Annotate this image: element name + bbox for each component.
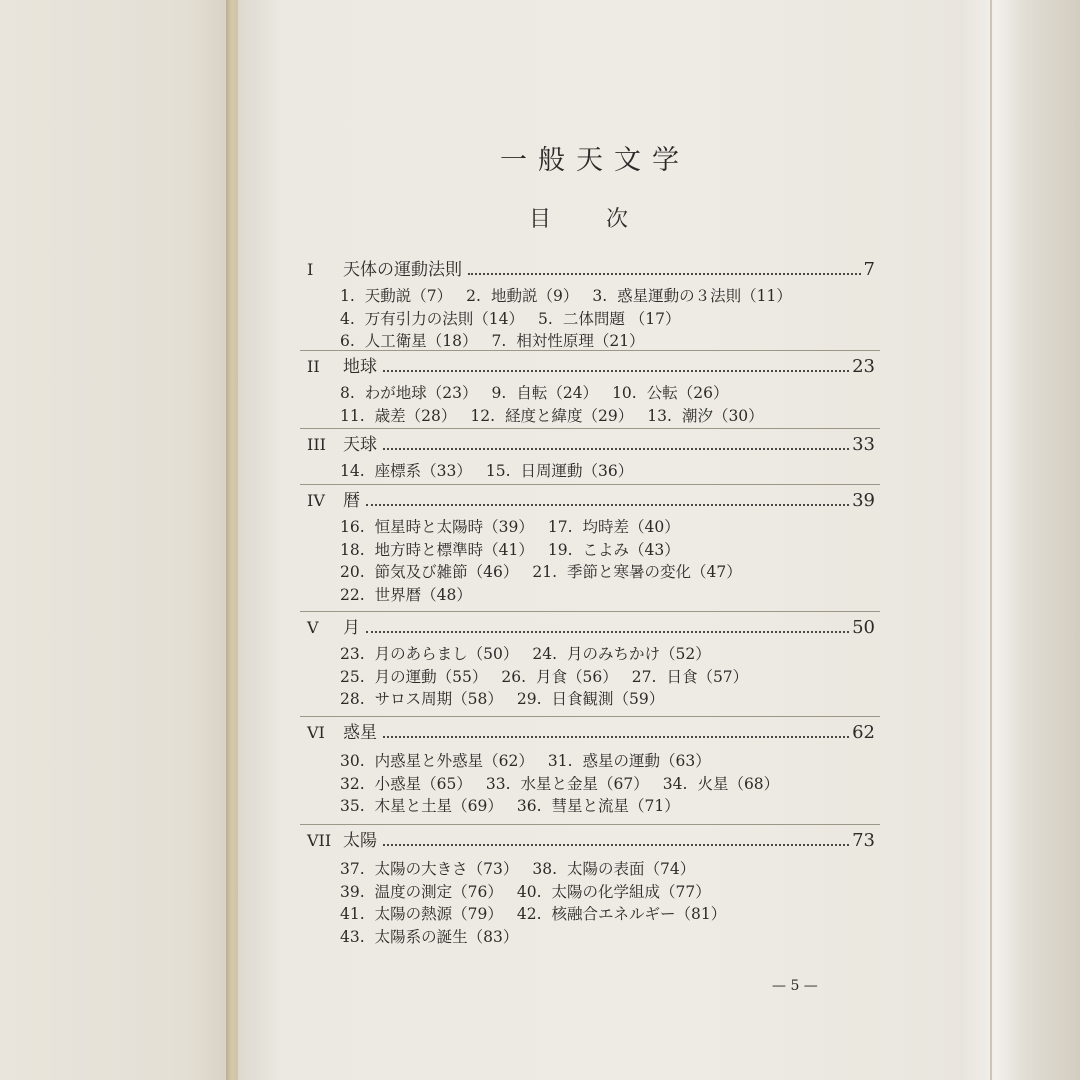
- section-entry: [548, 518, 680, 536]
- section-entry: [548, 752, 711, 770]
- section-entry: [532, 563, 741, 581]
- section-entry: [486, 462, 633, 480]
- chapter-divider: [300, 611, 880, 612]
- section-title: 日食（57）: [666, 667, 749, 686]
- chapter-page: 62: [852, 722, 875, 743]
- section-title: 水星と金星（67）: [520, 774, 649, 793]
- section-entry: [486, 775, 649, 793]
- section-title: 世界暦（48）: [374, 585, 472, 604]
- page-number: — 5 —: [772, 978, 818, 994]
- section-number: 42.: [516, 905, 542, 923]
- book-title: 一般天文学: [500, 145, 690, 176]
- section-title: 惑星の運動（63）: [582, 752, 711, 770]
- section-title: 地動説（9）: [490, 287, 579, 305]
- section-line: [340, 750, 725, 772]
- section-number: 40.: [516, 882, 542, 901]
- section-title: 地方時と標準時（41）: [374, 540, 534, 559]
- chapter-row: [307, 613, 875, 639]
- section-number: 24.: [532, 645, 558, 663]
- section-number: 18.: [340, 540, 365, 559]
- section-entry: [592, 287, 792, 305]
- section-title: 季節と寒暑の変化（47）: [567, 563, 742, 581]
- section-title: こよみ（43）: [582, 540, 680, 559]
- section-entry: [340, 287, 452, 305]
- section-number: 2.: [466, 287, 481, 305]
- section-title: 内惑星と外惑星（62）: [374, 752, 534, 770]
- section-title: 核融合エネルギー（81）: [551, 905, 727, 923]
- section-title: 月の運動（55）: [374, 667, 488, 686]
- section-title: 経度と緯度（29）: [505, 406, 634, 425]
- section-title: サロス周期（58）: [374, 690, 503, 708]
- section-entry: [340, 905, 503, 923]
- section-title: 月のあらまし（50）: [374, 645, 519, 663]
- chapter-row: [307, 486, 875, 512]
- section-number: 34.: [662, 774, 688, 793]
- section-entry: [632, 668, 748, 686]
- section-title: 天動説（7）: [364, 287, 453, 305]
- section-entry: [532, 860, 695, 878]
- chapter-row: [307, 718, 875, 744]
- section-number: 30.: [340, 752, 365, 770]
- section-title: 月のみちかけ（52）: [567, 645, 711, 663]
- section-number: 14.: [340, 462, 365, 480]
- chapter-page: 7: [863, 259, 875, 280]
- section-number: 31.: [547, 752, 573, 770]
- section-number: 6.: [340, 332, 355, 350]
- section-title: 座標系（33）: [374, 462, 472, 480]
- section-title: 太陽の表面（74）: [567, 860, 696, 878]
- leader-dots: [366, 504, 849, 506]
- section-number: 9.: [491, 384, 507, 402]
- section-number: 33.: [485, 774, 511, 793]
- section-number: 25.: [340, 667, 365, 686]
- section-entry: [340, 332, 478, 350]
- chapter-row: [307, 430, 875, 456]
- section-number: 20.: [340, 563, 365, 581]
- section-line: [340, 858, 709, 880]
- section-line: [340, 903, 740, 925]
- section-title: 潮汐（30）: [681, 406, 764, 425]
- section-number: 23.: [340, 645, 365, 663]
- section-title: 太陽系の誕生（83）: [374, 927, 519, 946]
- section-number: 29.: [516, 690, 542, 708]
- section-line: [340, 926, 532, 948]
- chapter-number: VII: [307, 831, 332, 850]
- section-title: 小惑星（65）: [374, 774, 472, 793]
- section-line: [340, 561, 756, 583]
- chapter-page: 23: [852, 356, 875, 377]
- chapter-page: 39: [852, 490, 875, 511]
- section-line: [340, 308, 694, 330]
- section-entry: [340, 518, 534, 536]
- section-number: 38.: [532, 860, 558, 878]
- chapter-page: 50: [852, 617, 875, 638]
- section-entry: [340, 690, 503, 708]
- section-title: 月食（56）: [536, 667, 618, 686]
- section-number: 5.: [538, 309, 553, 328]
- section-title: 節気及び雑節（46）: [374, 563, 519, 581]
- leader-dots: [383, 448, 849, 450]
- leader-dots: [468, 273, 861, 275]
- section-line: [340, 773, 793, 795]
- section-title: 太陽の大きさ（73）: [374, 860, 519, 878]
- chapter-title: 惑星: [343, 723, 377, 743]
- section-number: 16.: [340, 518, 365, 536]
- chapter-number: III: [307, 435, 326, 454]
- section-number: 35.: [340, 797, 365, 815]
- section-entry: [612, 384, 728, 402]
- section-line: [340, 795, 694, 817]
- section-entry: [340, 462, 472, 480]
- chapter-divider: [300, 484, 880, 485]
- section-number: 4.: [340, 309, 355, 328]
- section-number: 21.: [532, 563, 558, 581]
- section-entry: [517, 690, 664, 708]
- chapter-title: 月: [343, 618, 360, 638]
- section-title: 太陽の化学組成（77）: [551, 882, 711, 901]
- section-entry: [340, 384, 478, 402]
- section-line: [340, 460, 647, 482]
- chapter-number: IV: [307, 491, 325, 510]
- chapter-title: 暦: [343, 491, 360, 511]
- section-line: [340, 330, 659, 352]
- section-number: 32.: [340, 774, 365, 793]
- section-entry: [340, 310, 524, 328]
- section-title: 太陽の熱源（79）: [374, 905, 503, 923]
- chapter-number: V: [307, 618, 319, 637]
- section-number: 15.: [485, 462, 511, 480]
- chapter-number: I: [307, 260, 314, 279]
- chapter-divider: [300, 716, 880, 717]
- section-entry: [492, 332, 645, 350]
- section-number: 26.: [501, 667, 527, 686]
- section-entry: [517, 883, 711, 901]
- section-title: 日食観測（59）: [551, 690, 665, 708]
- section-number: 1.: [340, 287, 355, 305]
- section-entry: [548, 541, 680, 559]
- section-entry: [538, 310, 680, 328]
- chapter-page: 73: [852, 830, 875, 851]
- section-title: 相対性原理（21）: [516, 332, 645, 350]
- section-line: [340, 516, 694, 538]
- section-number: 17.: [547, 518, 573, 536]
- section-number: 28.: [340, 690, 365, 708]
- leader-dots: [383, 844, 849, 846]
- section-number: 43.: [340, 927, 365, 946]
- section-number: 13.: [647, 406, 672, 425]
- section-title: 二体問題 （17）: [562, 309, 681, 328]
- section-entry: [340, 775, 472, 793]
- section-number: 19.: [547, 540, 573, 559]
- section-entry: [340, 541, 534, 559]
- leader-dots: [383, 370, 849, 372]
- toc-heading: 目 次: [529, 207, 628, 232]
- section-entry: [340, 563, 518, 581]
- chapter-number: II: [307, 357, 320, 376]
- section-number: 41.: [340, 905, 365, 923]
- section-title: 万有引力の法則（14）: [364, 309, 525, 328]
- chapter-row: [307, 255, 875, 281]
- section-title: 自転（24）: [516, 384, 599, 402]
- section-title: 彗星と流星（71）: [551, 797, 680, 815]
- leader-dots: [366, 631, 849, 633]
- section-number: 36.: [516, 797, 542, 815]
- chapter-row: [307, 352, 875, 378]
- section-entry: [340, 586, 472, 604]
- section-number: 12.: [470, 406, 496, 425]
- chapter-divider: [300, 428, 880, 429]
- section-number: 37.: [340, 860, 365, 878]
- section-title: 公転（26）: [646, 384, 729, 402]
- section-entry: [647, 407, 763, 425]
- section-number: 39.: [340, 882, 365, 901]
- section-entry: [340, 860, 518, 878]
- section-number: 10.: [612, 384, 637, 402]
- section-entry: [340, 928, 518, 946]
- section-line: [340, 584, 486, 606]
- section-number: 7.: [491, 332, 507, 350]
- section-line: [340, 881, 725, 903]
- section-title: 惑星運動の３法則（11）: [617, 287, 792, 305]
- section-title: 歳差（28）: [374, 406, 457, 425]
- section-number: 8.: [340, 384, 355, 402]
- section-entry: [340, 407, 456, 425]
- section-entry: [517, 905, 726, 923]
- section-number: 27.: [631, 667, 657, 686]
- section-entry: [340, 668, 487, 686]
- section-title: 木星と土星（69）: [374, 797, 503, 815]
- chapter-page: 33: [852, 434, 875, 455]
- section-entry: [340, 797, 503, 815]
- section-line: [340, 405, 778, 427]
- section-line: [340, 539, 694, 561]
- section-entry: [663, 775, 779, 793]
- section-line: [340, 643, 725, 665]
- section-entry: [340, 645, 518, 663]
- section-number: 22.: [340, 585, 365, 604]
- chapter-divider: [300, 824, 880, 825]
- section-line: [340, 285, 806, 307]
- chapter-title: 天球: [343, 435, 377, 455]
- section-title: 火星（68）: [697, 774, 780, 793]
- section-title: 温度の測定（76）: [374, 882, 503, 901]
- section-number: 3.: [592, 287, 608, 305]
- section-entry: [501, 668, 617, 686]
- leader-dots: [383, 736, 849, 738]
- chapter-row: [307, 826, 875, 852]
- section-title: 均時差（40）: [582, 518, 680, 536]
- section-title: 人工衛星（18）: [364, 332, 478, 350]
- section-line: [340, 688, 678, 710]
- chapter-title: 天体の運動法則: [343, 260, 462, 280]
- section-line: [340, 666, 762, 688]
- section-entry: [340, 752, 534, 770]
- chapter-title: 太陽: [343, 831, 377, 851]
- chapter-title: 地球: [343, 357, 377, 377]
- chapter-number: VI: [307, 723, 325, 742]
- section-entry: [532, 645, 710, 663]
- section-entry: [466, 287, 578, 305]
- section-title: 恒星時と太陽時（39）: [374, 518, 534, 536]
- section-title: わが地球（23）: [364, 384, 478, 402]
- section-entry: [517, 797, 680, 815]
- section-entry: [340, 883, 503, 901]
- section-entry: [470, 407, 633, 425]
- chapter-divider: [300, 350, 880, 351]
- section-entry: [492, 384, 599, 402]
- section-number: 11.: [340, 406, 365, 425]
- section-title: 日周運動（36）: [520, 462, 634, 480]
- section-line: [340, 382, 742, 404]
